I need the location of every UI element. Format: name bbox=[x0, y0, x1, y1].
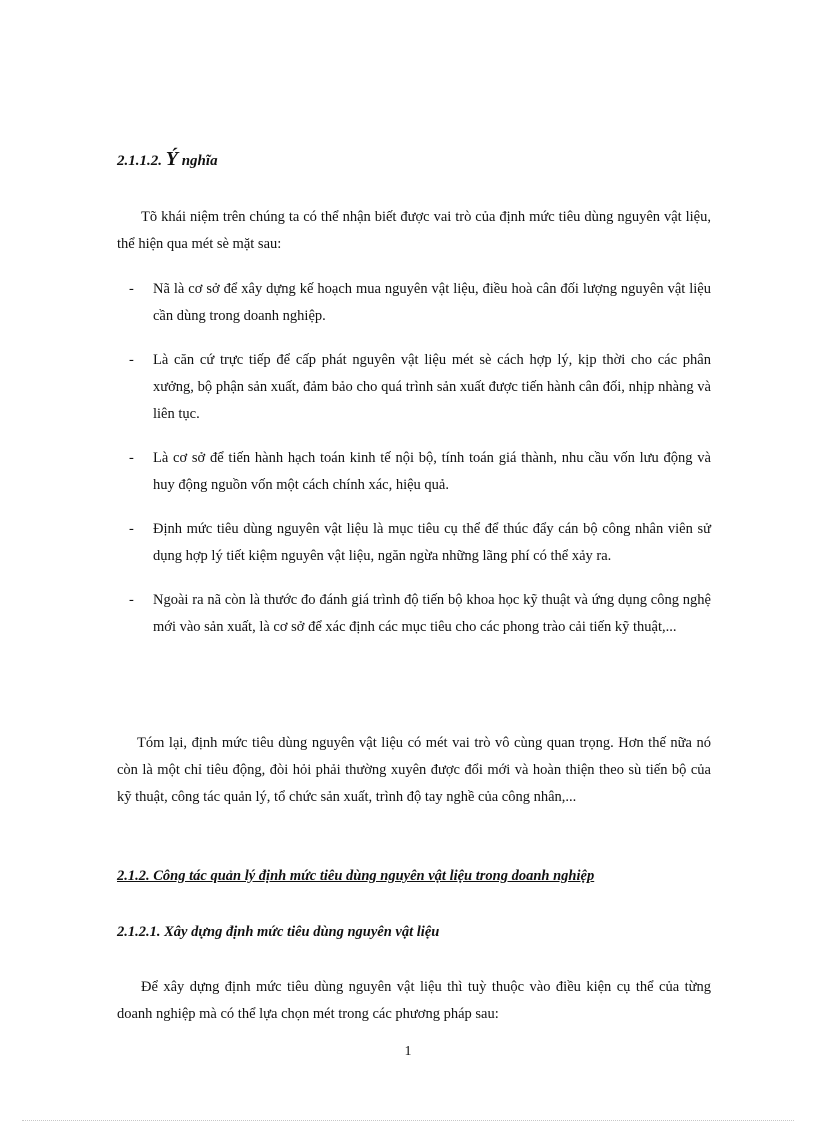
page-bottom-divider bbox=[22, 1120, 794, 1121]
intro-paragraph: Tõ khái niệm trên chúng ta có thể nhận biết được vai trò của định mức tiêu dùng nguyên vật liệu, thể hiện qua mét sè mặt sau: bbox=[117, 209, 711, 252]
bullet-dash: - bbox=[129, 450, 134, 466]
method-intro-paragraph: Để xây dựng định mức tiêu dùng nguyên vật liệu thì tuỳ thuộc vào điều kiện cụ thể của từng doanh nghiệp mà có thể lựa chọn mét trong các phương pháp sau: bbox=[117, 979, 711, 1022]
bullet-dash: - bbox=[129, 592, 134, 608]
bullet-dash: - bbox=[129, 521, 134, 537]
subheading-significance bbox=[117, 148, 218, 171]
subheading-first-letter: Ý bbox=[165, 148, 178, 170]
page-number: 1 bbox=[404, 1044, 412, 1059]
conclusion-paragraph: Tóm lại, định mức tiêu dùng nguyên vật liệu có mét vai trò vô cùng quan trọng. Hơn thế nữa nó còn là một chỉ tiêu động, đòi hỏi phải thường xuyên được đổi mới và hoàn thiện theo sù tiến bộ của kỹ thuật, công tác quản lý, tổ chức sản xuất, trình độ tay nghề của công nhân,... bbox=[117, 735, 711, 805]
bullet-text: Định mức tiêu dùng nguyên vật liệu là mục tiêu cụ thể để thúc đẩy cán bộ công nhân viên sử dụng hợp lý tiết kiệm nguyên vật liệu, ngăn ngừa những lãng phí có thể xảy ra. bbox=[153, 521, 711, 564]
bullet-item bbox=[117, 516, 711, 570]
bullet-item bbox=[117, 347, 711, 428]
bullet-item bbox=[117, 276, 711, 330]
bullet-dash: - bbox=[129, 281, 134, 297]
bullet-text: Ngoài ra nã còn là thước đo đánh giá trình độ tiến bộ khoa học kỹ thuật và ứng dụng công nghệ mới vào sản xuất, là cơ sở để xác định các mục tiêu cho các phong trào cải tiến kỹ thuật,... bbox=[153, 592, 711, 635]
bullet-item bbox=[117, 587, 711, 641]
bullet-dash: - bbox=[129, 352, 134, 368]
bullet-text: Là căn cứ trực tiếp để cấp phát nguyên vật liệu mét sè cách hợp lý, kịp thời cho các phân xưởng, bộ phận sản xuất, đảm bảo cho quá trình sản xuất được tiến hành cân đối, nhịp nhàng và liên tục. bbox=[153, 352, 711, 422]
subheading-rest: nghĩa bbox=[181, 153, 218, 169]
subsection-title: 2.1.2.1. Xây dựng định mức tiêu dùng nguyên vật liệu bbox=[117, 924, 440, 940]
bullet-list bbox=[117, 276, 711, 658]
bullet-text: Nã là cơ sở để xây dựng kế hoạch mua nguyên vật liệu, điều hoà cân đối lượng nguyên vật liệu cần dùng trong doanh nghiệp. bbox=[153, 281, 711, 324]
bullet-text: Là cơ sở để tiến hành hạch toán kinh tế nội bộ, tính toán giá thành, nhu cầu vốn lưu động và huy động nguồn vốn một cách chính xác, hiệu quả. bbox=[153, 450, 711, 493]
subheading-number: 2.1.1.2. bbox=[117, 153, 162, 169]
section-title: 2.1.2. Công tác quản lý định mức tiêu dùng nguyên vật liệu trong doanh nghiệp bbox=[117, 868, 595, 884]
bullet-item bbox=[117, 445, 711, 499]
